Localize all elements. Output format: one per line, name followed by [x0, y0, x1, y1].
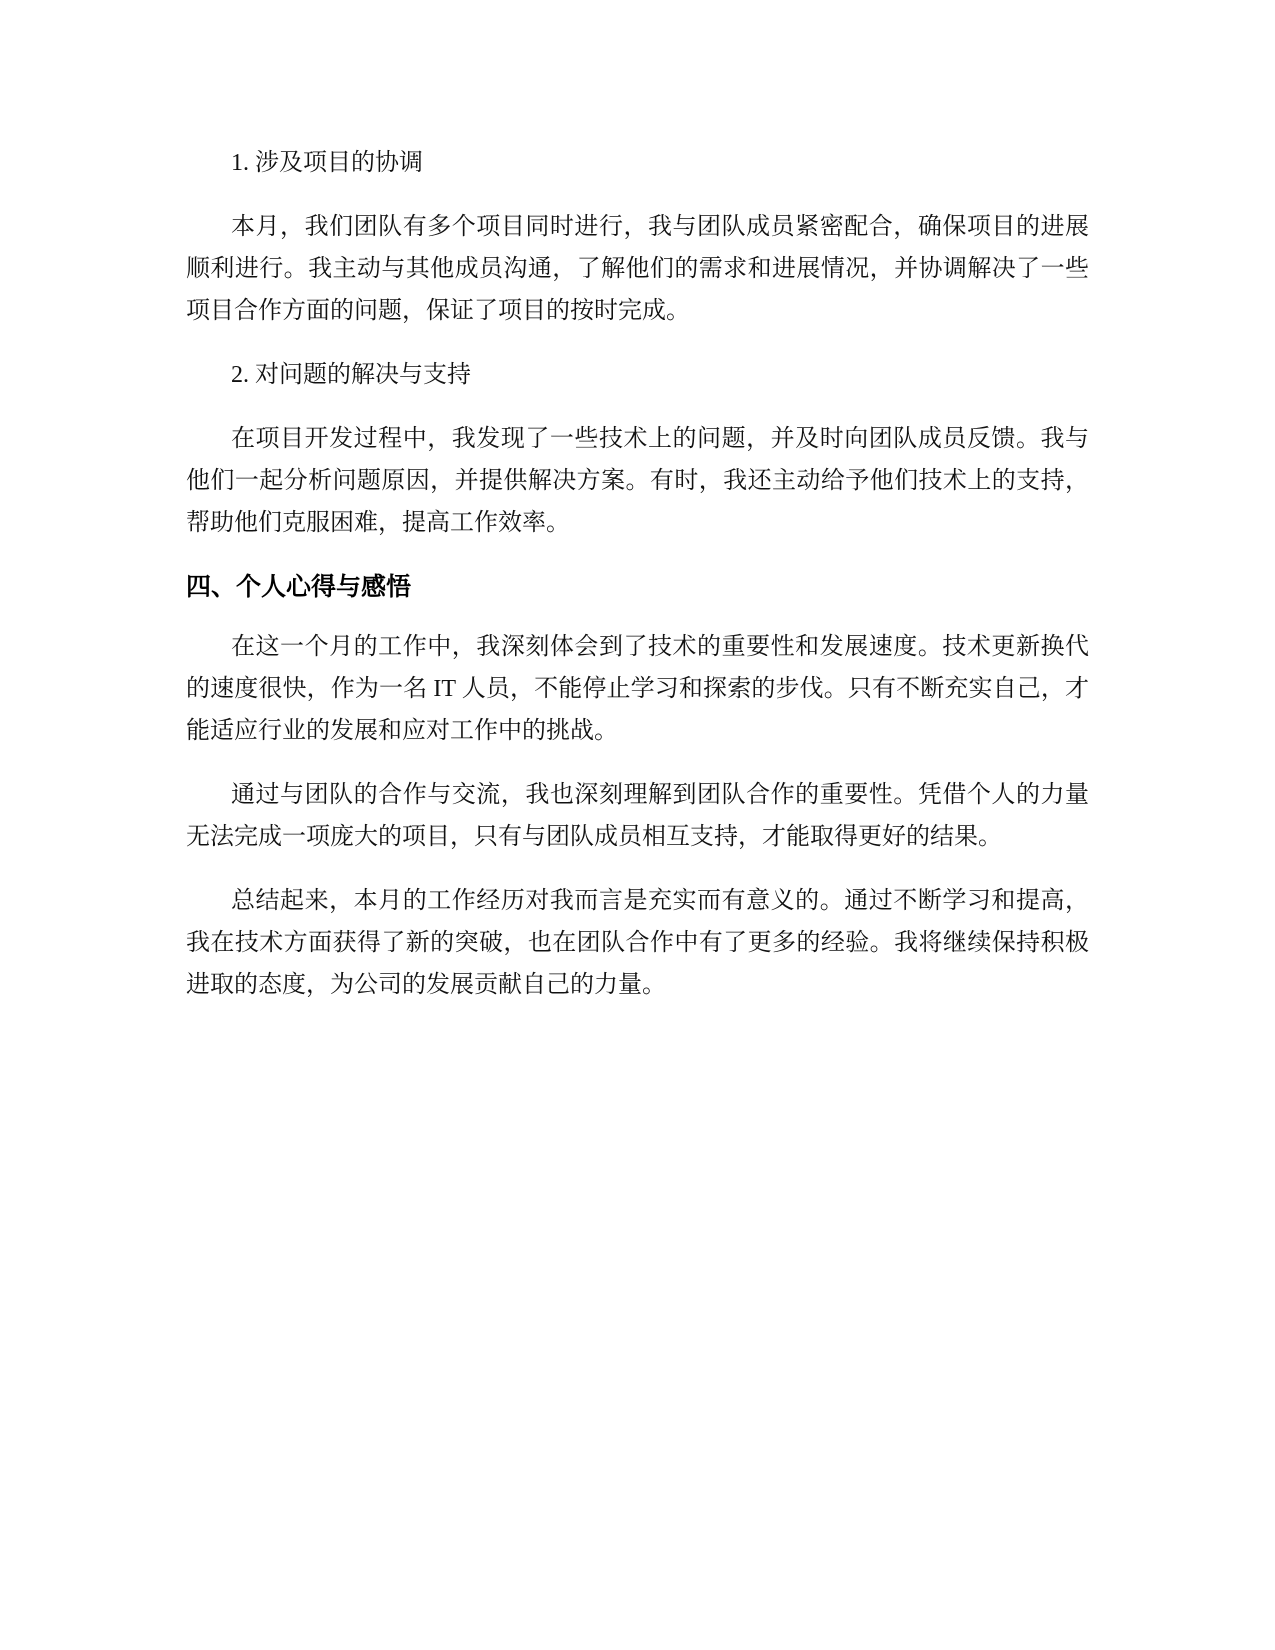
paragraph-teamwork: 通过与团队的合作与交流，我也深刻理解到团队合作的重要性。凭借个人的力量无法完成一项庞大的项目，只有与团队成员相互支持，才能取得更好的结果。: [186, 782, 1089, 850]
paragraph-summary: 总结起来，本月的工作经历对我而言是充实而有意义的。通过不断学习和提高，我在技术方面获得了新的突破，也在团队合作中有了更多的经验。我将继续保持积极进取的态度，为公司的发展贡献自己的力量。: [186, 888, 1089, 998]
list-item-problem-solving: 2. 对问题的解决与支持: [231, 362, 471, 388]
list-item-project-coordination: 1. 涉及项目的协调: [231, 150, 423, 176]
document-page: [186, 142, 1089, 1028]
paragraph-problem-solving: 在项目开发过程中，我发现了一些技术上的问题，并及时向团队成员反馈。我与他们一起分析问题原因，并提供解决方案。有时，我还主动给予他们技术上的支持，帮助他们克服困难，提高工作效率。: [186, 426, 1089, 536]
section-heading-personal-insights: 四、个人心得与感悟: [186, 573, 412, 601]
paragraph-project-coordination: 本月，我们团队有多个项目同时进行，我与团队成员紧密配合，确保项目的进展顺利进行。我主动与其他成员沟通，了解他们的需求和进展情况，并协调解决了一些项目合作方面的问题，保证了项目的按时完成。: [186, 214, 1089, 324]
paragraph-tech-importance: 在这一个月的工作中，我深刻体会到了技术的重要性和发展速度。技术更新换代的速度很快，作为一名 IT 人员，不能停止学习和探索的步伐。只有不断充实自己，才能适应行业的发展和应对工作中的挑战。: [186, 634, 1089, 744]
